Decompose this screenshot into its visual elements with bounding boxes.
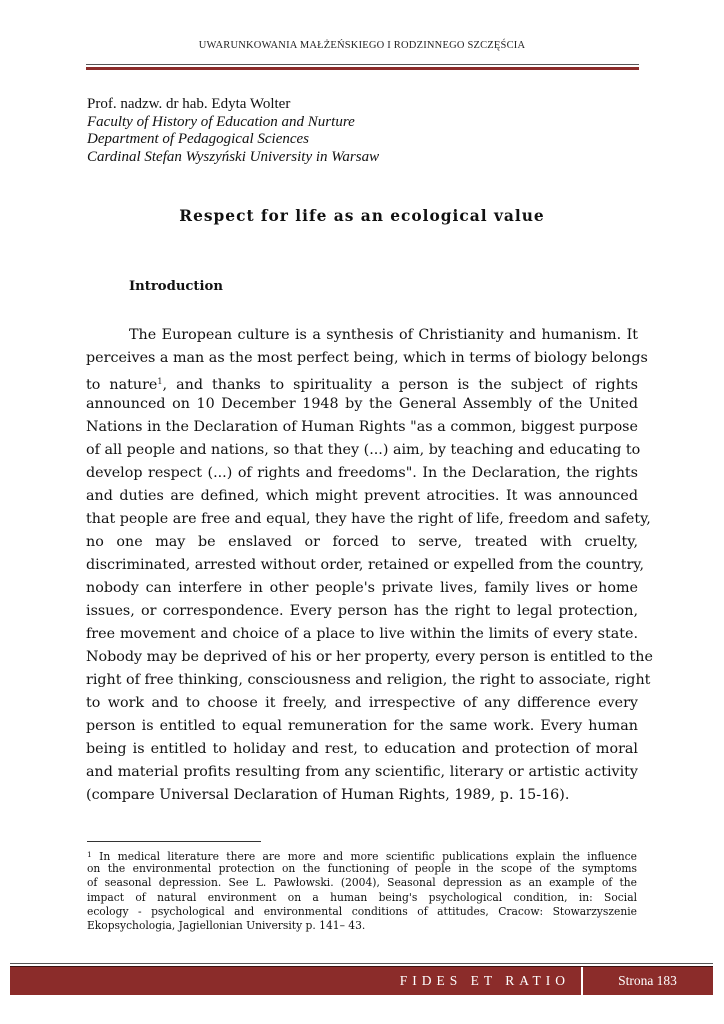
paragraph-line: announced on 10 December 1948 by the General Assembly of the United bbox=[86, 396, 638, 412]
paragraph-line: issues, or correspondence. Every person has the right to legal protection, bbox=[86, 603, 638, 619]
header-rule-thin bbox=[86, 64, 639, 65]
footnote-line: impact of natural environment on a human being's psychological condition, in: Social bbox=[87, 890, 637, 904]
footnote-line bbox=[87, 848, 637, 862]
paragraph-line: being is entitled to holiday and rest, to education and protection of moral bbox=[86, 741, 638, 757]
page-number: Strona 183 bbox=[618, 973, 677, 988]
paragraph-line: (compare Universal Declaration of Human Rights, 1989, p. 15-16). bbox=[86, 787, 570, 803]
footnote-line: of seasonal depression. See L. Pawłowski. (2004), Seasonal depression as an example of the bbox=[87, 876, 637, 890]
paragraph-line-segment: to nature bbox=[86, 377, 158, 393]
footnote-number: 1 bbox=[87, 850, 92, 859]
author-faculty: Faculty of History of Education and Nurture bbox=[87, 113, 355, 130]
author-university: Cardinal Stefan Wyszyński University in Warsaw bbox=[87, 148, 380, 165]
paragraph-line: no one may be enslaved or forced to serve, treated with cruelty, bbox=[86, 534, 638, 550]
footer-rule-thin bbox=[10, 963, 713, 964]
running-header: UWARUNKOWANIA MAŁŻEŃSKIEGO I RODZINNEGO SZCZĘŚCIA bbox=[198, 40, 526, 51]
author-block bbox=[87, 96, 379, 166]
paragraph-line: The European culture is a synthesis of Christianity and humanism. It bbox=[129, 327, 638, 343]
paragraph-line-segment: , and thanks to spirituality a person is the subject of rights bbox=[162, 377, 638, 393]
paragraph-line: of all people and nations, so that they (...) aim, by teaching and educating to bbox=[86, 442, 641, 458]
paragraph-line: perceives a man as the most perfect being, which in terms of biology belongs bbox=[86, 350, 648, 366]
article-title: Respect for life as an ecological value bbox=[179, 207, 545, 225]
author-name: Prof. nadzw. dr hab. Edyta Wolter bbox=[87, 96, 291, 112]
footnote-reference[interactable]: 1 bbox=[157, 377, 163, 386]
footer-band bbox=[10, 966, 713, 995]
paragraph-line bbox=[86, 370, 638, 393]
paragraph-line: and duties are defined, which might prevent atrocities. It was announced bbox=[86, 488, 638, 504]
footnote-line: ecology - psychological and environmental conditions of attitudes, Cracow: Stowarzyszenie bbox=[87, 904, 637, 918]
paragraph-line: discriminated, arrested without order, retained or expelled from the country, bbox=[86, 557, 645, 573]
paragraph-line: Nobody may be deprived of his or her property, every person is entitled to the bbox=[86, 649, 653, 665]
footnote-separator bbox=[87, 841, 261, 842]
body-paragraph bbox=[86, 324, 653, 807]
header-rule-thick bbox=[86, 67, 639, 70]
footnote-line-segment: In medical literature there are more and more scientific publications explain the influence bbox=[91, 850, 637, 863]
paragraph-line: develop respect (...) of rights and freedoms". In the Declaration, the rights bbox=[86, 465, 638, 481]
section-heading: Introduction bbox=[129, 279, 223, 294]
paragraph-line: person is entitled to equal remuneration for the same work. Every human bbox=[86, 718, 638, 734]
paragraph-line: to work and to choose it freely, and irrespective of any difference every bbox=[86, 695, 638, 711]
paragraph-line: and material profits resulting from any scientific, literary or artistic activity bbox=[86, 764, 638, 780]
paragraph-line: Nations in the Declaration of Human Rights "as a common, biggest purpose bbox=[86, 419, 638, 435]
footnote bbox=[87, 848, 637, 933]
paragraph-line: free movement and choice of a place to live within the limits of every state. bbox=[86, 626, 638, 642]
footnote-line: Ekopsychologia, Jagiellonian University p. 141– 43. bbox=[87, 918, 366, 932]
footnote-line: on the environmental protection on the functioning of people in the scope of the symptoms bbox=[87, 862, 637, 876]
author-department: Department of Pedagogical Sciences bbox=[87, 131, 310, 147]
paragraph-line: that people are free and equal, they have the right of life, freedom and safety, bbox=[86, 511, 651, 527]
paragraph-line: nobody can interfere in other people's private lives, family lives or home bbox=[86, 580, 638, 596]
footer-motto: FIDES ET RATIO bbox=[399, 973, 570, 988]
paragraph-line: right of free thinking, consciousness and religion, the right to associate, right bbox=[86, 672, 651, 688]
